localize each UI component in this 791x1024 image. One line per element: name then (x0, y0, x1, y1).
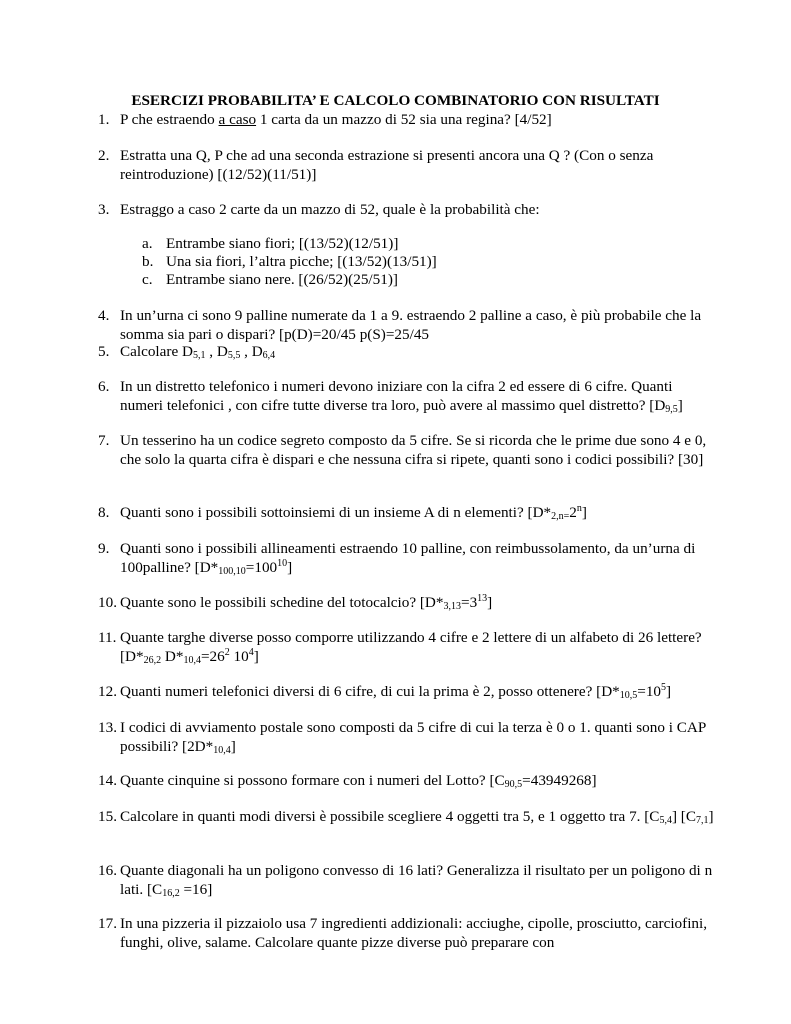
exercise-3-sub-b (142, 252, 702, 271)
exercise-10 (98, 593, 718, 612)
exercise-11 (98, 628, 718, 666)
exercise-8 (98, 503, 718, 522)
exercise-number: 4. (98, 307, 110, 324)
exercise-text: Quante diagonali ha un poligono convesso di 16 lati? Generalizza il risultato per un poligono di n lati. $[C_{16,2} =16]$ (120, 862, 713, 899)
exercise-3-sub-c (142, 270, 702, 289)
exercise-number: 15. (98, 808, 117, 825)
exercise-number: 7. (98, 432, 110, 449)
exercise-text: Estraggo a caso 2 carte da un mazzo di 52, quale è la probabilità che: (120, 201, 540, 218)
sub-item-letter: c. (142, 271, 153, 288)
exercise-number: 12. (98, 683, 117, 700)
exercise-12 (98, 682, 718, 701)
exercise-17 (98, 914, 718, 952)
exercise-number: 3. (98, 201, 110, 218)
sub-item-text: Entrambe siano fiori; [(13/52)(12/51)] (166, 235, 399, 252)
exercise-text: P che estraendo a caso 1 carta da un mazzo di 52 sia una regina? [4/52] (120, 111, 552, 128)
exercise-1 (98, 110, 718, 129)
sub-item-letter: b. (142, 253, 154, 270)
exercise-text: In una pizzeria il pizzaiolo usa 7 ingredienti addizionali: acciughe, cipolle, prosciutto, carciofini, funghi, olive, salame. Calcolare quante pizze diverse può preparare con (120, 915, 708, 951)
exercise-number: 9. (98, 540, 110, 557)
sub-item-text: Una sia fiori, l’altra picche; [(13/52)(13/51)] (166, 253, 437, 270)
exercise-number: 16. (98, 862, 117, 879)
exercise-number: 2. (98, 147, 110, 164)
exercise-number: 8. (98, 504, 110, 521)
exercise-text: Calcolare $D_{5,1}$ , $D_{5,5}$ , $D_{6,4}$ (120, 343, 276, 361)
exercise-text: In un distretto telefonico i numeri devono iniziare con la cifra 2 ed essere di 6 cifre. Quanti numeri telefonici , con cifre tutte diverse tra loro, può avere al massimo quel distretto? $[D_{9,5}]$ (120, 378, 683, 415)
exercise-text: Un tesserino ha un codice segreto composto da 5 cifre. Se si ricorda che le prime due sono 4 e 0, che solo la quarta cifra è dispari e che nessuna cifra si ripete, quanti sono i codici possibili? [30] (120, 432, 707, 468)
exercise-text: Quanti numeri telefonici diversi di 6 cifre, di cui la prima è 2, posso ottenere? $[D*_{10,5}=10^5]$ (120, 682, 672, 701)
exercise-text: Quanti sono i possibili allineamenti estraendo 10 palline, con reimbussolamento, da un’urna di 100palline? $[D*_{100,10}=100^{10}]$ (120, 540, 696, 577)
exercise-2 (98, 146, 718, 184)
exercise-3-sub-a (142, 234, 702, 253)
exercise-3 (98, 200, 718, 219)
exercise-number: 14. (98, 772, 117, 789)
exercise-text: Quanti sono i possibili sottoinsiemi di un insieme A di n elementi? $[D*_{2,n=}2^n]$ (120, 503, 587, 522)
exercise-number: 10. (98, 594, 117, 611)
exercise-number: 1. (98, 111, 110, 128)
document-title: ESERCIZI PROBABILITA’ E CALCOLO COMBINATORIO CON RISULTATI (131, 92, 660, 109)
exercise-14 (98, 771, 718, 790)
exercise-13 (98, 718, 718, 756)
exercise-number: 17. (98, 915, 117, 932)
exercise-number: 6. (98, 378, 110, 395)
exercise-16 (98, 861, 718, 899)
exercise-9 (98, 539, 718, 577)
exercise-text: Quante sono le possibili schedine del totocalcio? $[D*_{3,13}=3^{13}]$ (120, 593, 493, 612)
exercise-text: In un’urna ci sono 9 palline numerate da 1 a 9. estraendo 2 palline a caso, è più probabile che la somma sia pari o dispari? [p(D)=20/45 p(S)=25/45 (120, 307, 702, 343)
sub-item-text: Entrambe siano nere. [(26/52)(25/51)] (166, 271, 398, 288)
exercise-4 (98, 306, 718, 344)
exercise-15 (98, 807, 718, 826)
exercise-number: 13. (98, 719, 117, 736)
exercise-text: Quante targhe diverse posso comporre utilizzando 4 cifre e 2 lettere di un alfabeto di 26 lettere? [$D*_{26,2}$ $D*_{10,4}=26^2$ $10^4$] (120, 629, 702, 666)
exercise-text: I codici di avviamento postale sono composti da 5 cifre di cui la terza è 0 o 1. quanti sono i CAP possibili? $[2D*_{10,4}]$ (120, 719, 706, 756)
sub-item-letter: a. (142, 235, 153, 252)
exercise-number: 11. (98, 629, 117, 646)
exercise-6 (98, 377, 718, 415)
exercise-5 (98, 342, 718, 361)
exercise-text: Estratta una Q, P che ad una seconda estrazione si presenti ancora una Q ? (Con o senza reintroduzione) [(12/52)(11/51)] (120, 147, 654, 183)
exercise-number: 5. (98, 343, 110, 360)
exercise-7 (98, 431, 718, 469)
underlined-text: a caso (218, 111, 257, 128)
exercise-text: Quante cinquine si possono formare con i numeri del Lotto? $[C_{90,5}=43949268]$ (120, 772, 597, 790)
exercise-text: Calcolare in quanti modi diversi è possibile scegliere 4 oggetti tra 5, e 1 oggetto tra 7. $[C_{5,4}]$ $[C_{7,1}]$ (120, 808, 714, 826)
